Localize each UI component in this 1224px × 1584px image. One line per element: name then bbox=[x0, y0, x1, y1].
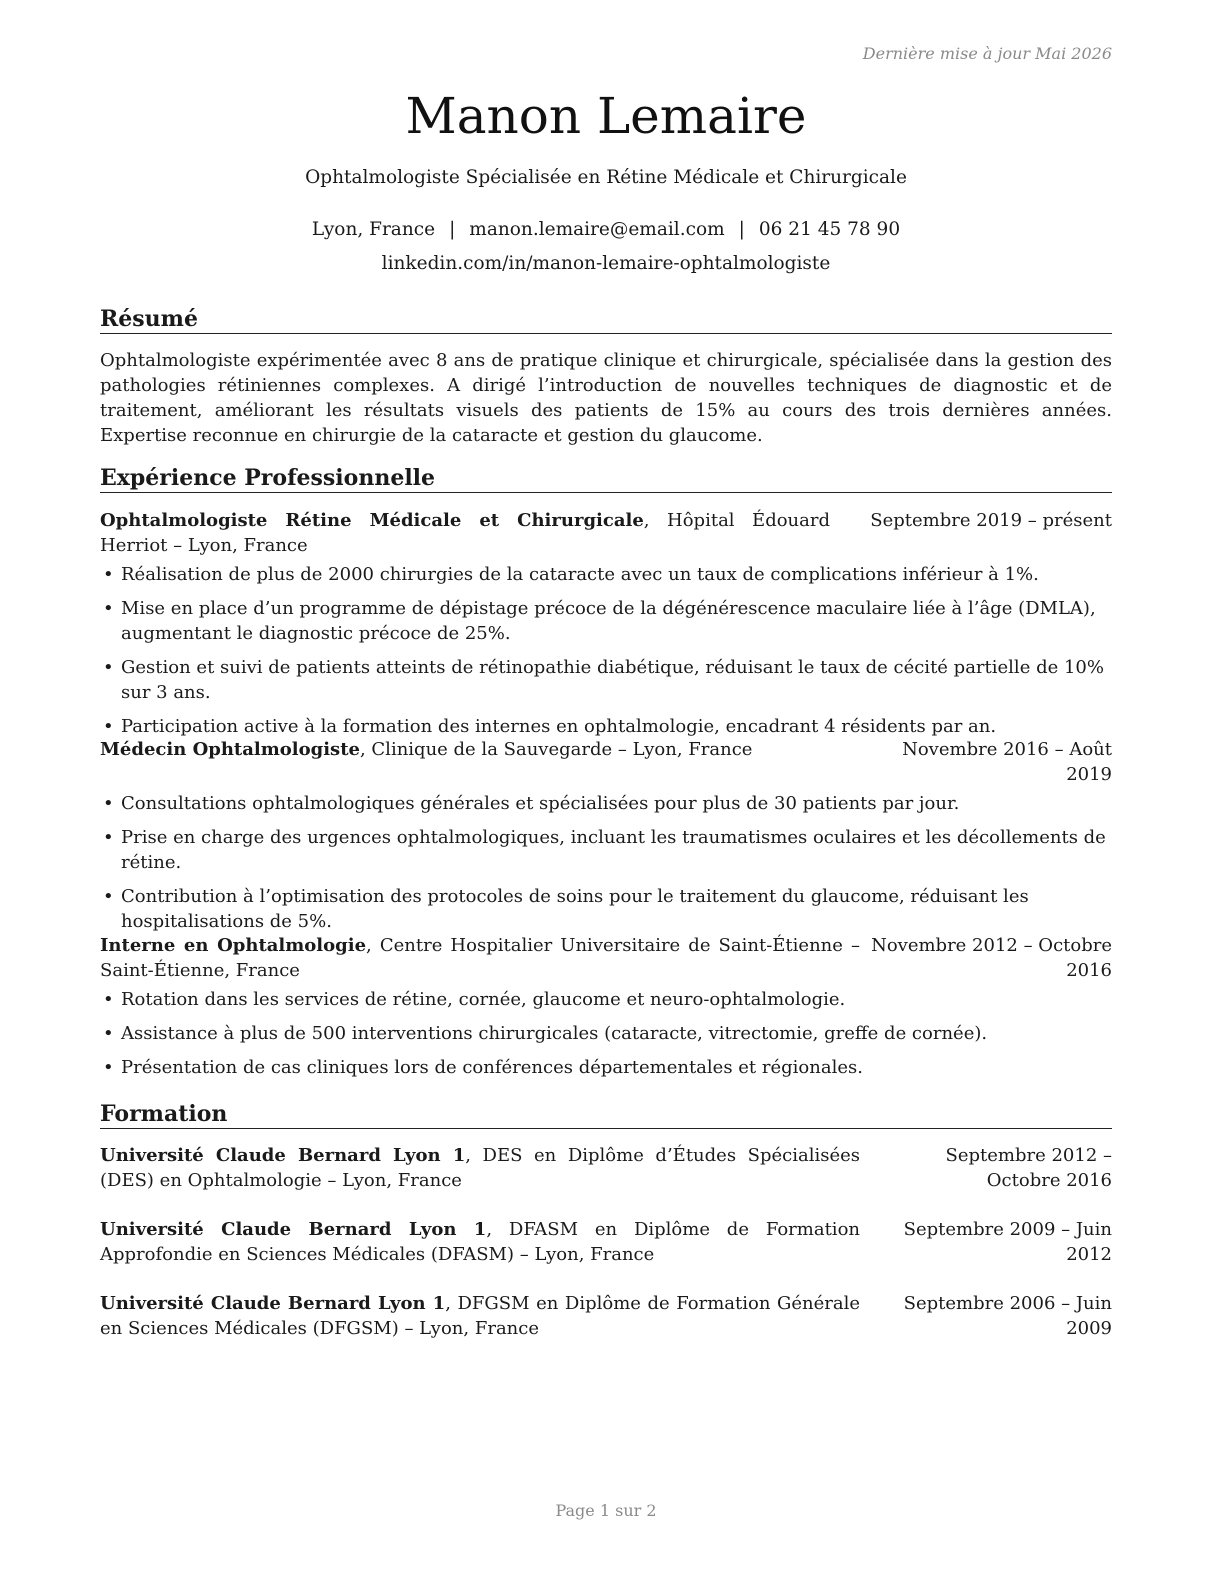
job-dates: Novembre 2012 – Octobre 2016 bbox=[871, 935, 1112, 981]
job-heading bbox=[100, 933, 860, 983]
education-heading bbox=[100, 1143, 860, 1193]
bullet-icon: • bbox=[103, 827, 114, 848]
job-heading bbox=[100, 737, 860, 762]
separator: | bbox=[738, 219, 745, 240]
bullet-icon: • bbox=[103, 716, 114, 737]
list-item: • Contribution à l’optimisation des protocoles de soins pour le traitement du glaucome, réduisant les hospitalisations de 5%. bbox=[103, 886, 1029, 932]
bullet-icon: • bbox=[103, 598, 114, 619]
job-role: Médecin Ophtalmologiste bbox=[100, 739, 360, 760]
education-dates: Septembre 2012 – Octobre 2016 bbox=[945, 1145, 1112, 1191]
job-header bbox=[100, 737, 1112, 787]
list-item: • Prise en charge des urgences ophtalmologiques, incluant les traumatismes oculaires et les décollements de rétine. bbox=[103, 827, 1106, 873]
education-entry bbox=[100, 1143, 1112, 1193]
job-bullets bbox=[100, 562, 1112, 739]
list-item: • Gestion et suivi de patients atteints de rétinopathie diabétique, réduisant le taux de cécité partielle de 10% sur 3 ans. bbox=[103, 657, 1104, 703]
job-header bbox=[100, 933, 1112, 983]
job-role: Ophtalmologiste Rétine Médicale et Chirurgicale bbox=[100, 510, 644, 531]
education-header bbox=[100, 1217, 1112, 1267]
last-updated: Dernière mise à jour Mai 2026 bbox=[862, 44, 1112, 63]
education-header bbox=[100, 1291, 1112, 1341]
bullet-icon: • bbox=[103, 564, 114, 585]
list-item: • Participation active à la formation des internes en ophtalmologie, encadrant 4 résidents par an. bbox=[103, 716, 997, 737]
bullet-icon: • bbox=[103, 657, 114, 678]
job-place: , Hôpital Édouard Herriot – Lyon, France bbox=[100, 510, 830, 556]
job-entry bbox=[100, 933, 1112, 1089]
job-place: , Clinique de la Sauvegarde – Lyon, France bbox=[359, 739, 753, 760]
section-title-experience: Expérience Professionnelle bbox=[100, 465, 1112, 493]
job-bullets bbox=[100, 987, 1112, 1080]
resume-page bbox=[100, 0, 1112, 1584]
summary-text: Ophtalmologiste expérimentée avec 8 ans de pratique clinique et chirurgicale, spécialisée dans la gestion des pathologies rétiniennes complexes. A dirigé l’introduction de nouvelles techniques de diagnostic et de traitement, améliorant les résultats visuels des patients de 15% au cours des trois dernières années. Expertise reconnue en chirurgie de la cataracte et gestion du glaucome. bbox=[100, 350, 1112, 446]
candidate-name: Manon Lemaire bbox=[405, 87, 807, 145]
education-school: Université Claude Bernard Lyon 1 bbox=[100, 1145, 466, 1166]
list-item: • Rotation dans les services de rétine, cornée, glaucome et neuro-ophtalmologie. bbox=[103, 989, 846, 1010]
education-school: Université Claude Bernard Lyon 1 bbox=[100, 1219, 487, 1240]
location: Lyon, France bbox=[311, 219, 436, 240]
list-item: • Assistance à plus de 500 interventions chirurgicales (cataracte, vitrectomie, greffe de cornée). bbox=[103, 1023, 988, 1044]
bullet-icon: • bbox=[103, 989, 114, 1010]
list-item: • Présentation de cas cliniques lors de conférences départementales et régionales. bbox=[103, 1057, 863, 1078]
education-detail: , DES en Diplôme d’Études Spécialisées (DES) en Ophtalmologie – Lyon, France bbox=[100, 1145, 860, 1191]
bullet-icon: • bbox=[103, 793, 114, 814]
separator: | bbox=[449, 219, 456, 240]
section-title-summary: Résumé bbox=[100, 306, 1112, 334]
list-item: • Réalisation de plus de 2000 chirurgies de la cataracte avec un taux de complications inférieur à 1%. bbox=[103, 564, 1039, 585]
email-link[interactable]: manon.lemaire@email.com bbox=[469, 219, 725, 240]
job-dates: Septembre 2019 – présent bbox=[870, 510, 1112, 531]
education-entry bbox=[100, 1217, 1112, 1267]
education-dates: Septembre 2006 – Juin 2009 bbox=[903, 1293, 1112, 1339]
education-school: Université Claude Bernard Lyon 1 bbox=[100, 1293, 446, 1314]
page-number: Page 1 sur 2 bbox=[555, 1501, 657, 1520]
job-header bbox=[100, 508, 1112, 558]
bullet-icon: • bbox=[103, 1057, 114, 1078]
education-detail: , DFGSM en Diplôme de Formation Générale en Sciences Médicales (DFGSM) – Lyon, France bbox=[100, 1293, 860, 1339]
candidate-title: Ophtalmologiste Spécialisée en Rétine Médicale et Chirurgicale bbox=[305, 167, 907, 188]
education-detail: , DFASM en Diplôme de Formation Approfondie en Sciences Médicales (DFASM) – Lyon, France bbox=[100, 1219, 860, 1265]
job-entry bbox=[100, 508, 1112, 748]
education-dates: Septembre 2009 – Juin 2012 bbox=[903, 1219, 1112, 1265]
education-heading bbox=[100, 1217, 860, 1267]
job-place: , Centre Hospitalier Universitaire de Saint-Étienne – Saint-Étienne, France bbox=[100, 935, 860, 981]
job-role: Interne en Ophtalmologie bbox=[100, 935, 367, 956]
contact-line bbox=[100, 219, 1112, 240]
linkedin-link[interactable]: linkedin.com/in/manon-lemaire-ophtalmologiste bbox=[381, 253, 831, 274]
bullet-icon: • bbox=[103, 886, 114, 907]
job-entry bbox=[100, 737, 1112, 943]
job-heading bbox=[100, 508, 830, 558]
education-heading bbox=[100, 1291, 860, 1341]
phone-number: 06 21 45 78 90 bbox=[758, 219, 901, 240]
bullet-icon: • bbox=[103, 1023, 114, 1044]
job-bullets bbox=[100, 791, 1112, 934]
education-entry bbox=[100, 1291, 1112, 1341]
list-item: • Consultations ophtalmologiques générales et spécialisées pour plus de 30 patients par jour. bbox=[103, 793, 960, 814]
education-header bbox=[100, 1143, 1112, 1193]
list-item: • Mise en place d’un programme de dépistage précoce de la dégénérescence maculaire liée à l’âge (DMLA), augmentant le diagnostic précoce de 25%. bbox=[103, 598, 1096, 644]
job-dates: Novembre 2016 – Août 2019 bbox=[902, 739, 1112, 785]
section-title-education: Formation bbox=[100, 1101, 1112, 1129]
